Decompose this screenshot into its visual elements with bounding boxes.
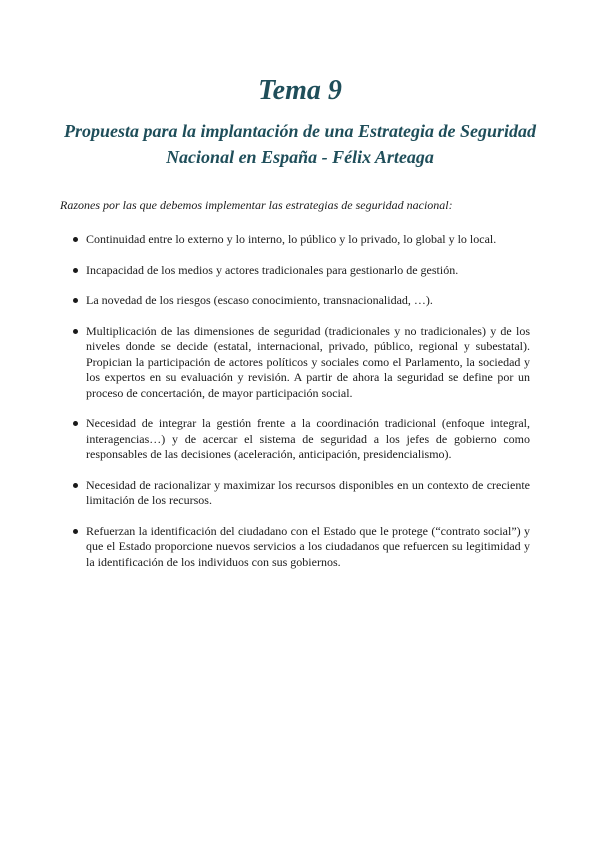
list-item-text: Necesidad de integrar la gestión frente a la coordinación tradicional (enfoque integral, interagencias…) y de acercar el sistema de seguridad a los jefes de gobierno como responsables de las decisiones (aceleración, anticipación, presidencialismo).	[86, 416, 530, 461]
list-item-text: Necesidad de racionalizar y maximizar los recursos disponibles en un contexto de creciente limitación de los recursos.	[86, 477, 530, 507]
list-item	[60, 478, 530, 509]
bullet-icon	[73, 329, 78, 334]
list-item	[60, 263, 530, 279]
bullet-icon	[73, 421, 78, 426]
list-item-text: Incapacidad de los medios y actores tradicionales para gestionarlo de gestión.	[86, 262, 459, 277]
bullet-icon	[73, 529, 78, 534]
list-item	[60, 232, 530, 248]
reasons-list	[60, 232, 530, 585]
intro-paragraph: Razones por las que debemos implementar las estrategias de seguridad nacional:	[60, 198, 453, 212]
document-subtitle: Propuesta para la implantación de una Estrategia de Seguridad Nacional en España - Félix Arteaga	[63, 121, 537, 167]
bullet-icon	[73, 483, 78, 488]
list-item-text: Continuidad entre lo externo y lo interno, lo público y lo privado, lo global y lo local.	[86, 232, 497, 246]
bullet-icon	[73, 298, 78, 303]
list-item	[60, 293, 530, 309]
list-item	[60, 524, 530, 571]
list-item-text: Refuerzan la identificación del ciudadano con el Estado que le protege (“contrato social”) y que el Estado proporcione nuevos servicios a los ciudadanos que refuercen su legitimidad y la identificación de los individuos con sus gobiernos.	[86, 523, 530, 569]
list-item-text: Multiplicación de las dimensiones de seguridad (tradicionales y no tradicionales) y de los niveles donde se decide (estatal, internacional, privado, público, regional y subestatal). Propician la participación de actores políticos y sociales como el Parlamento, la sociedad y los expertos en su evaluación y revisión. A partir de ahora la seguridad se define por un proceso de concertación, de mayor participación social.	[86, 323, 530, 400]
chapter-title: Tema 9	[258, 75, 342, 106]
list-item-text: La novedad de los riesgos (escaso conocimiento, transnacionalidad, …).	[86, 293, 433, 307]
bullet-icon	[73, 237, 78, 242]
list-item	[60, 324, 530, 402]
list-item	[60, 416, 530, 463]
bullet-icon	[73, 268, 78, 273]
